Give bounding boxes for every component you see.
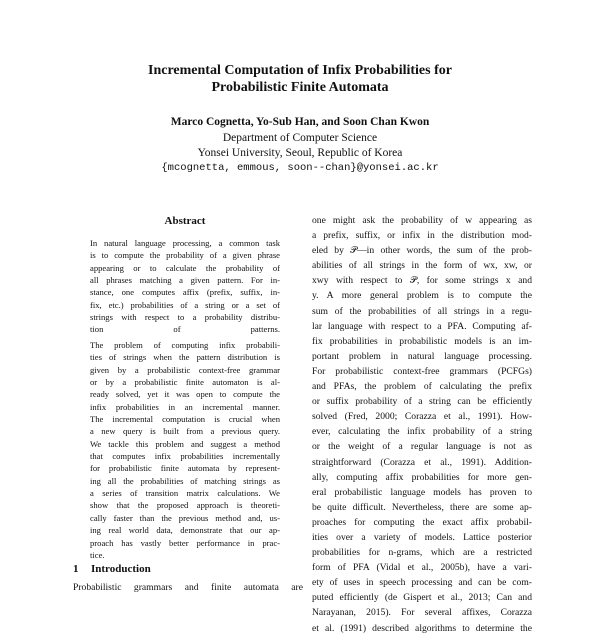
text-line: strings with respect to a probability distribu- [90,312,280,323]
paper-title-line-2: Probabilistic Finite Automata [211,80,389,95]
text-line: abilities of all strings in the form of wx, xw, or [312,260,532,272]
introduction-paragraph [73,580,303,595]
text-line: The incremental computation is crucial when [90,414,280,425]
text-line: puted efficiently (de Gispert et al., 2013; Can and [312,592,532,604]
text-line: show that the proposed approach is theoreti- [90,500,280,511]
text-line: and PFAs, the problem of calculating the prefix [312,381,532,393]
text-line: be quite difficult. Nevertheless, there are some ap- [312,501,532,513]
university: Yonsei University, Seoul, Republic of Korea [197,147,403,159]
section-heading-introduction [73,563,151,575]
text-line: one might ask the probability of w appearing as [312,215,532,226]
text-line: ties of strings when the pattern distribution is [90,352,280,363]
text-line: The problem of computing infix probabili- [90,340,280,350]
text-line: proach has vastly better performance in prac- [90,537,280,548]
abstract-paragraph-1 [90,237,280,336]
text-line: cally faster than the previous method and, us- [90,512,280,523]
text-line: Narayanan, 2015). For several affixes, Corazza [312,607,532,619]
text-line: ready solved, yet it was open to compute the [90,389,280,400]
section-number: 1 [73,563,79,575]
text-line: ally, computing affix probabilities for more gen- [312,471,532,483]
text-line: probabilities for n-grams, which are a restricted [312,547,532,559]
text-line: For probabilistic context-free grammars (PCFGs) [312,365,532,377]
text-line: ing real world data, demonstrate that our ap- [90,525,280,536]
text-line: or by a probabilistic finite automaton is al- [90,377,280,388]
text-line: ever, calculating the infix probability of a string [312,426,532,438]
section-title: Introduction [91,563,151,575]
author-list: Marco Cognetta, Yo-Sub Han, and Soon Chan Kwon [170,116,430,128]
text-line: ety of uses in speech processing and can be com- [312,577,532,589]
text-line: y. A more general problem is to compute the [312,290,532,302]
text-line: form of PFA (Vidal et al., 2005b), have a vari- [312,562,532,574]
text-line: tice. [90,549,105,560]
text-line: lar language with respect to a PFA. Computing af- [312,320,532,332]
abstract-heading: Abstract [164,215,206,227]
text-line: that computes infix probabilities incrementally [90,451,280,462]
text-line: ing all the probabilities of matching strings as [90,475,280,486]
text-line: et al. (1991) described algorithms to determine the [312,622,532,634]
author-emails: {mcognetta, emmous, soon--chan}@yonsei.ac.kr [161,162,439,174]
text-line: for probabilistic finite automata by represent- [90,463,280,474]
abstract-paragraph-2 [90,339,280,561]
text-line: tion of patterns. [90,324,280,335]
text-line: ities over a variety of models. Lattice posterior [312,531,532,543]
text-line: all phrases matching a given pattern. For in- [90,275,280,286]
text-line: In natural language processing, a common task [90,238,280,248]
text-line: a new query is built from a previous query. [90,426,280,437]
text-line: fix probabilities in probabilistic models is an im- [312,335,532,347]
text-line: sum of the probabilities of all strings in a regu- [312,305,532,317]
text-line: appearing or to calculate the probability of [90,262,280,273]
text-line: We tackle this problem and suggest a method [90,438,280,449]
text-line: or the weight of a regular language is not as [312,441,532,453]
right-column-text [312,213,532,636]
text-line: fix, etc.) probabilities of a string or a set of [90,299,280,310]
department: Department of Computer Science [222,132,378,144]
text-line: solved (Fred, 2000; Corazza et al., 1991). How- [312,411,532,423]
text-line: eled by 𝒫—in other words, the sum of the prob- [312,245,532,257]
text-line: stance, one computes affix (prefix, suffix, in- [90,287,280,298]
text-line: eral probabilistic language models has proven to [312,486,532,498]
text-line: is to compute the probability of a given phrase [90,250,280,261]
paper-title-line-1: Incremental Computation of Infix Probabilities for [148,63,452,78]
text-line: infix probabilities in an incremental manner. [90,401,280,412]
text-line: a series of transition matrix calculations. We [90,488,280,499]
text-line: xwy with respect to 𝒫, for some strings x and [312,275,532,287]
text-line: given by a probabilistic context-free grammar [90,364,280,375]
text-line: or suffix probability of a string can be efficiently [312,396,532,408]
text-line: straightforward (Corazza et al., 1991). Addition- [312,456,532,468]
text-line: a prefix, suffix, or infix in the distribution mod- [312,230,532,242]
text-line: portant problem in natural language processing. [312,350,532,362]
text-line: Probabilistic grammars and finite automata are [73,582,303,593]
text-line: proaches for computing the exact affix probabil- [312,516,532,528]
